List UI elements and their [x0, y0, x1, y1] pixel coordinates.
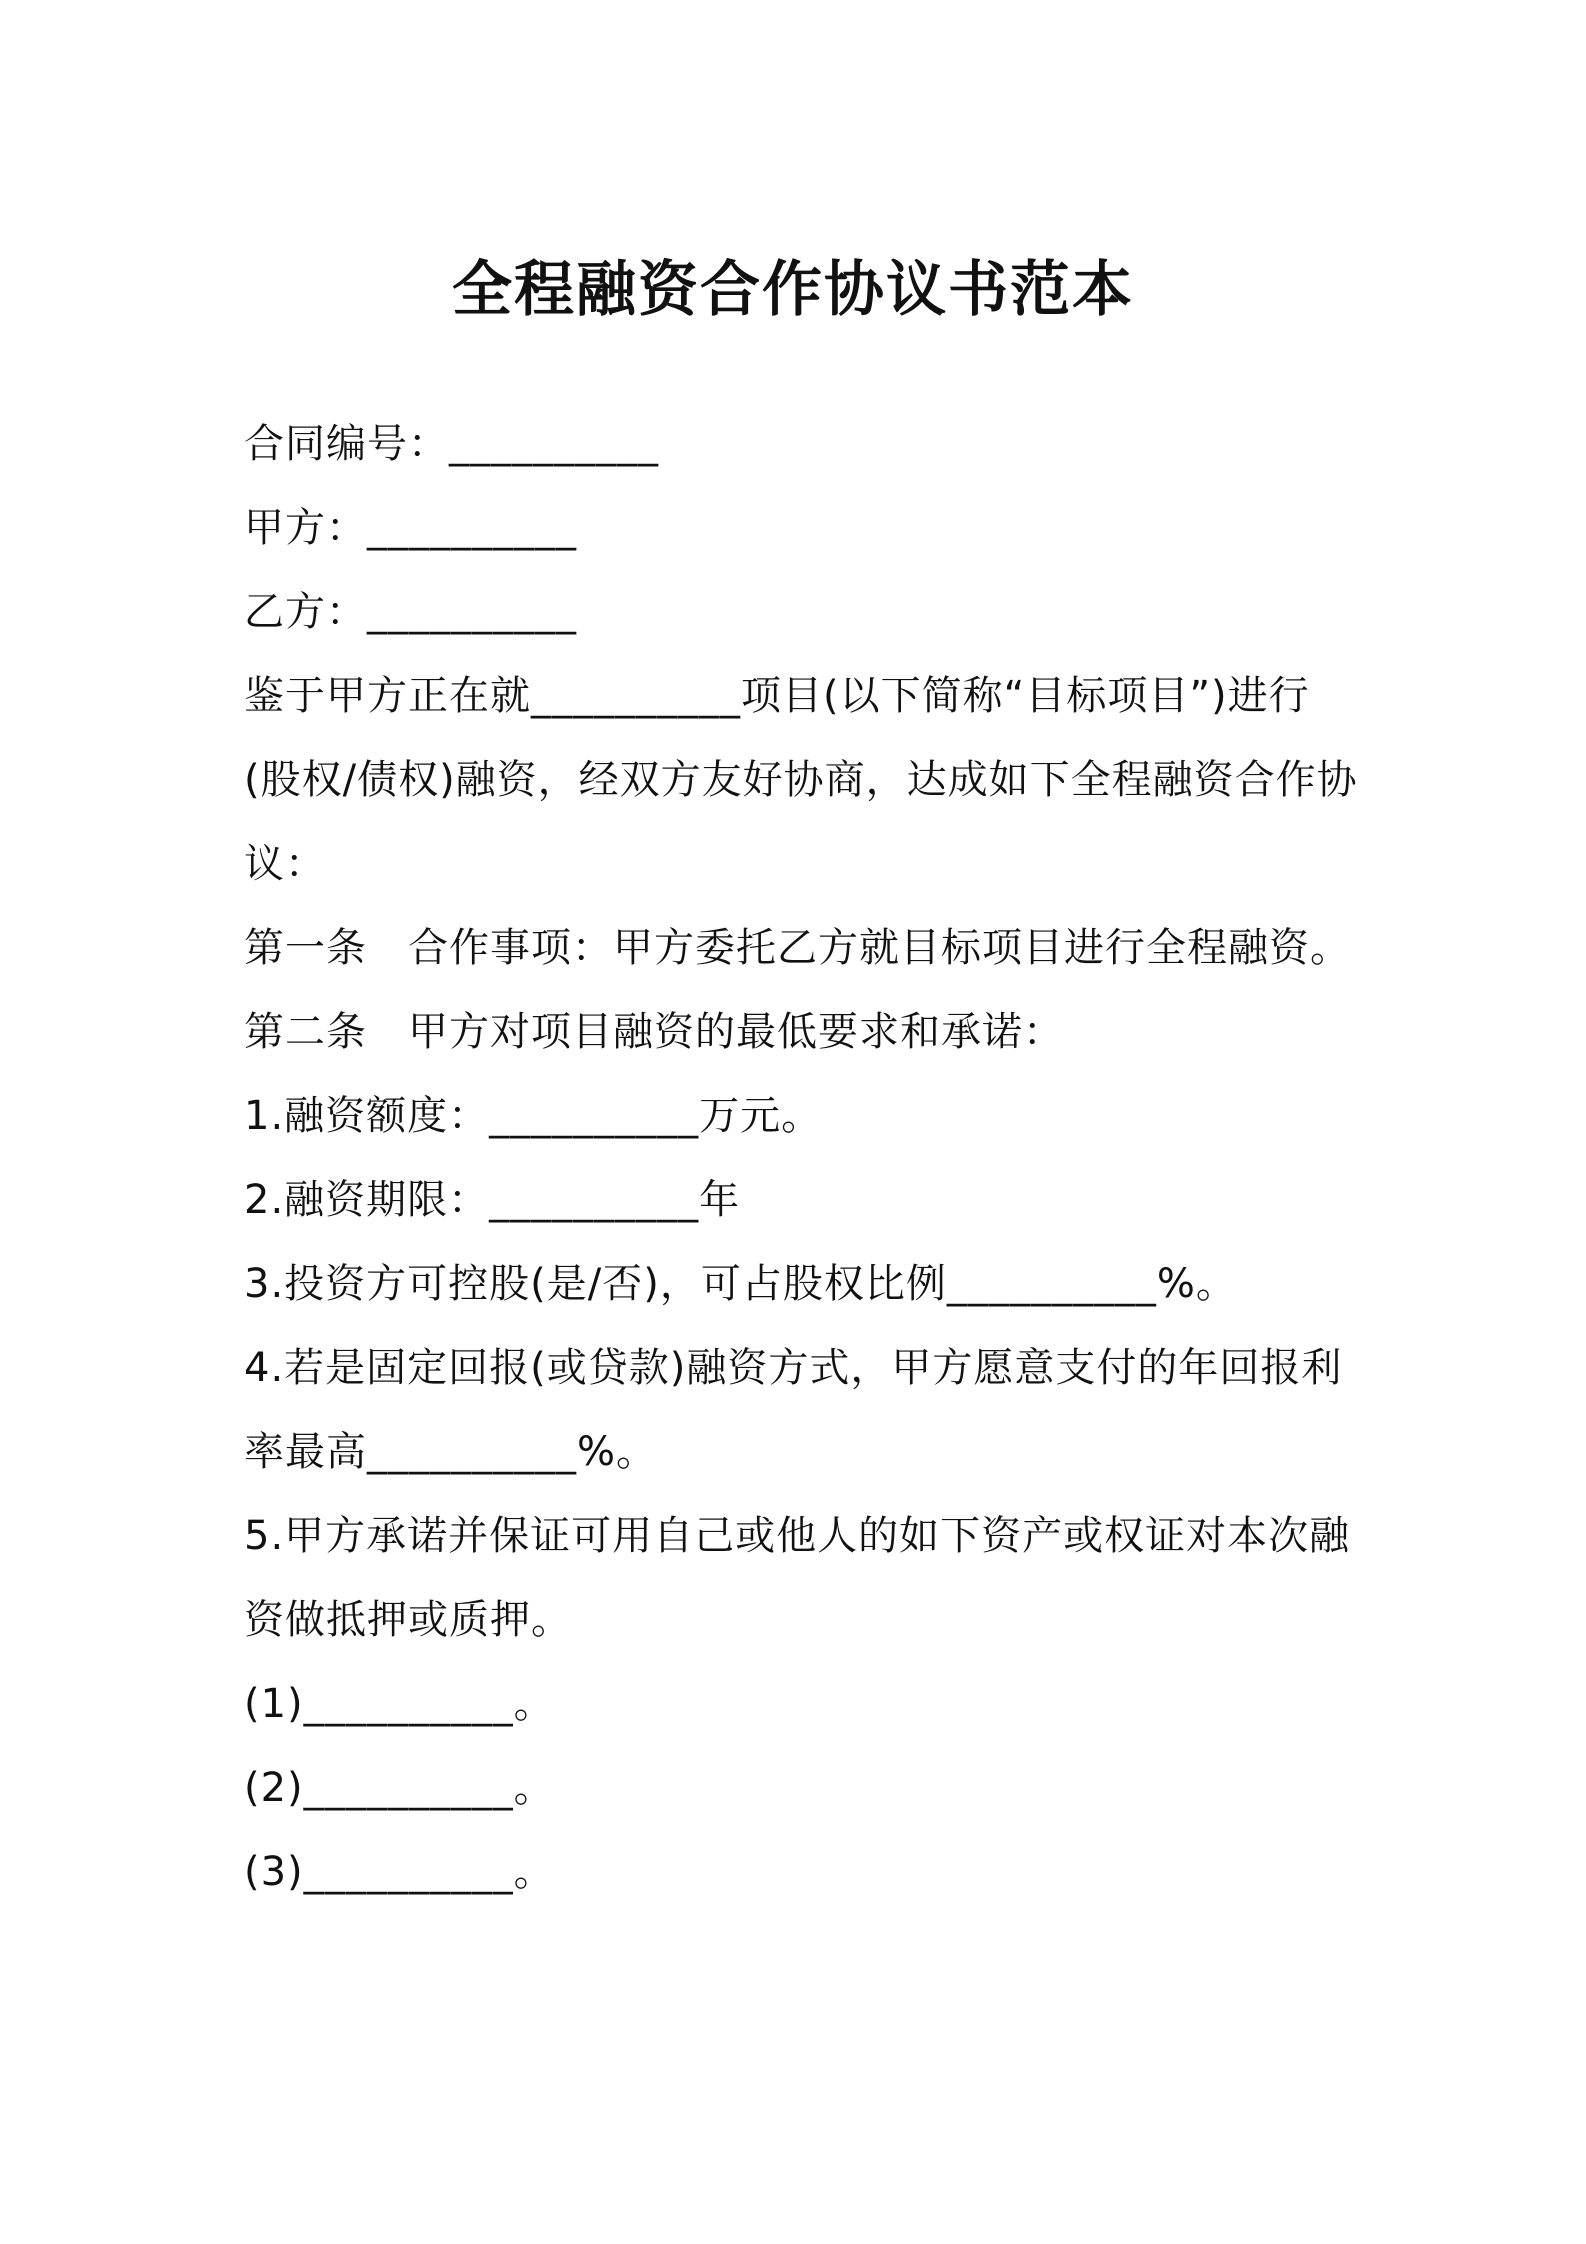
- financing-term-item: 2.融资期限：__________年: [244, 1177, 741, 1223]
- party-a-line: 甲方：__________: [244, 505, 577, 551]
- document-body: [244, 402, 1364, 1914]
- party-b-line: 乙方：__________: [244, 589, 577, 635]
- preamble-paragraph: 鉴于甲方正在就__________项目(以下简称“目标项目”)进行(股权/债权)融资，经双方友好协商，达成如下全程融资合作协议：: [244, 673, 1358, 887]
- collateral-entry-2: (2)__________。: [244, 1765, 555, 1811]
- contract-number-line: 合同编号：__________: [244, 421, 659, 467]
- equity-control-item: 3.投资方可控股(是/否)，可占股权比例__________%。: [244, 1261, 1237, 1307]
- article-two: 第二条 甲方对项目融资的最低要求和承诺：: [244, 1009, 1064, 1055]
- document-title: 全程融资合作协议书范本: [452, 255, 1134, 325]
- fixed-return-item: 4.若是固定回报(或贷款)融资方式，甲方愿意支付的年回报利率最高__________%。: [244, 1345, 1343, 1475]
- article-one: 第一条 合作事项：甲方委托乙方就目标项目进行全程融资。: [244, 925, 1351, 971]
- financing-amount-item: 1.融资额度：__________万元。: [244, 1093, 823, 1139]
- collateral-entry-3: (3)__________。: [244, 1849, 555, 1895]
- collateral-item: 5.甲方承诺并保证可用自己或他人的如下资产或权证对本次融资做抵押或质押。: [244, 1513, 1351, 1643]
- collateral-entry-1: (1)__________。: [244, 1681, 555, 1727]
